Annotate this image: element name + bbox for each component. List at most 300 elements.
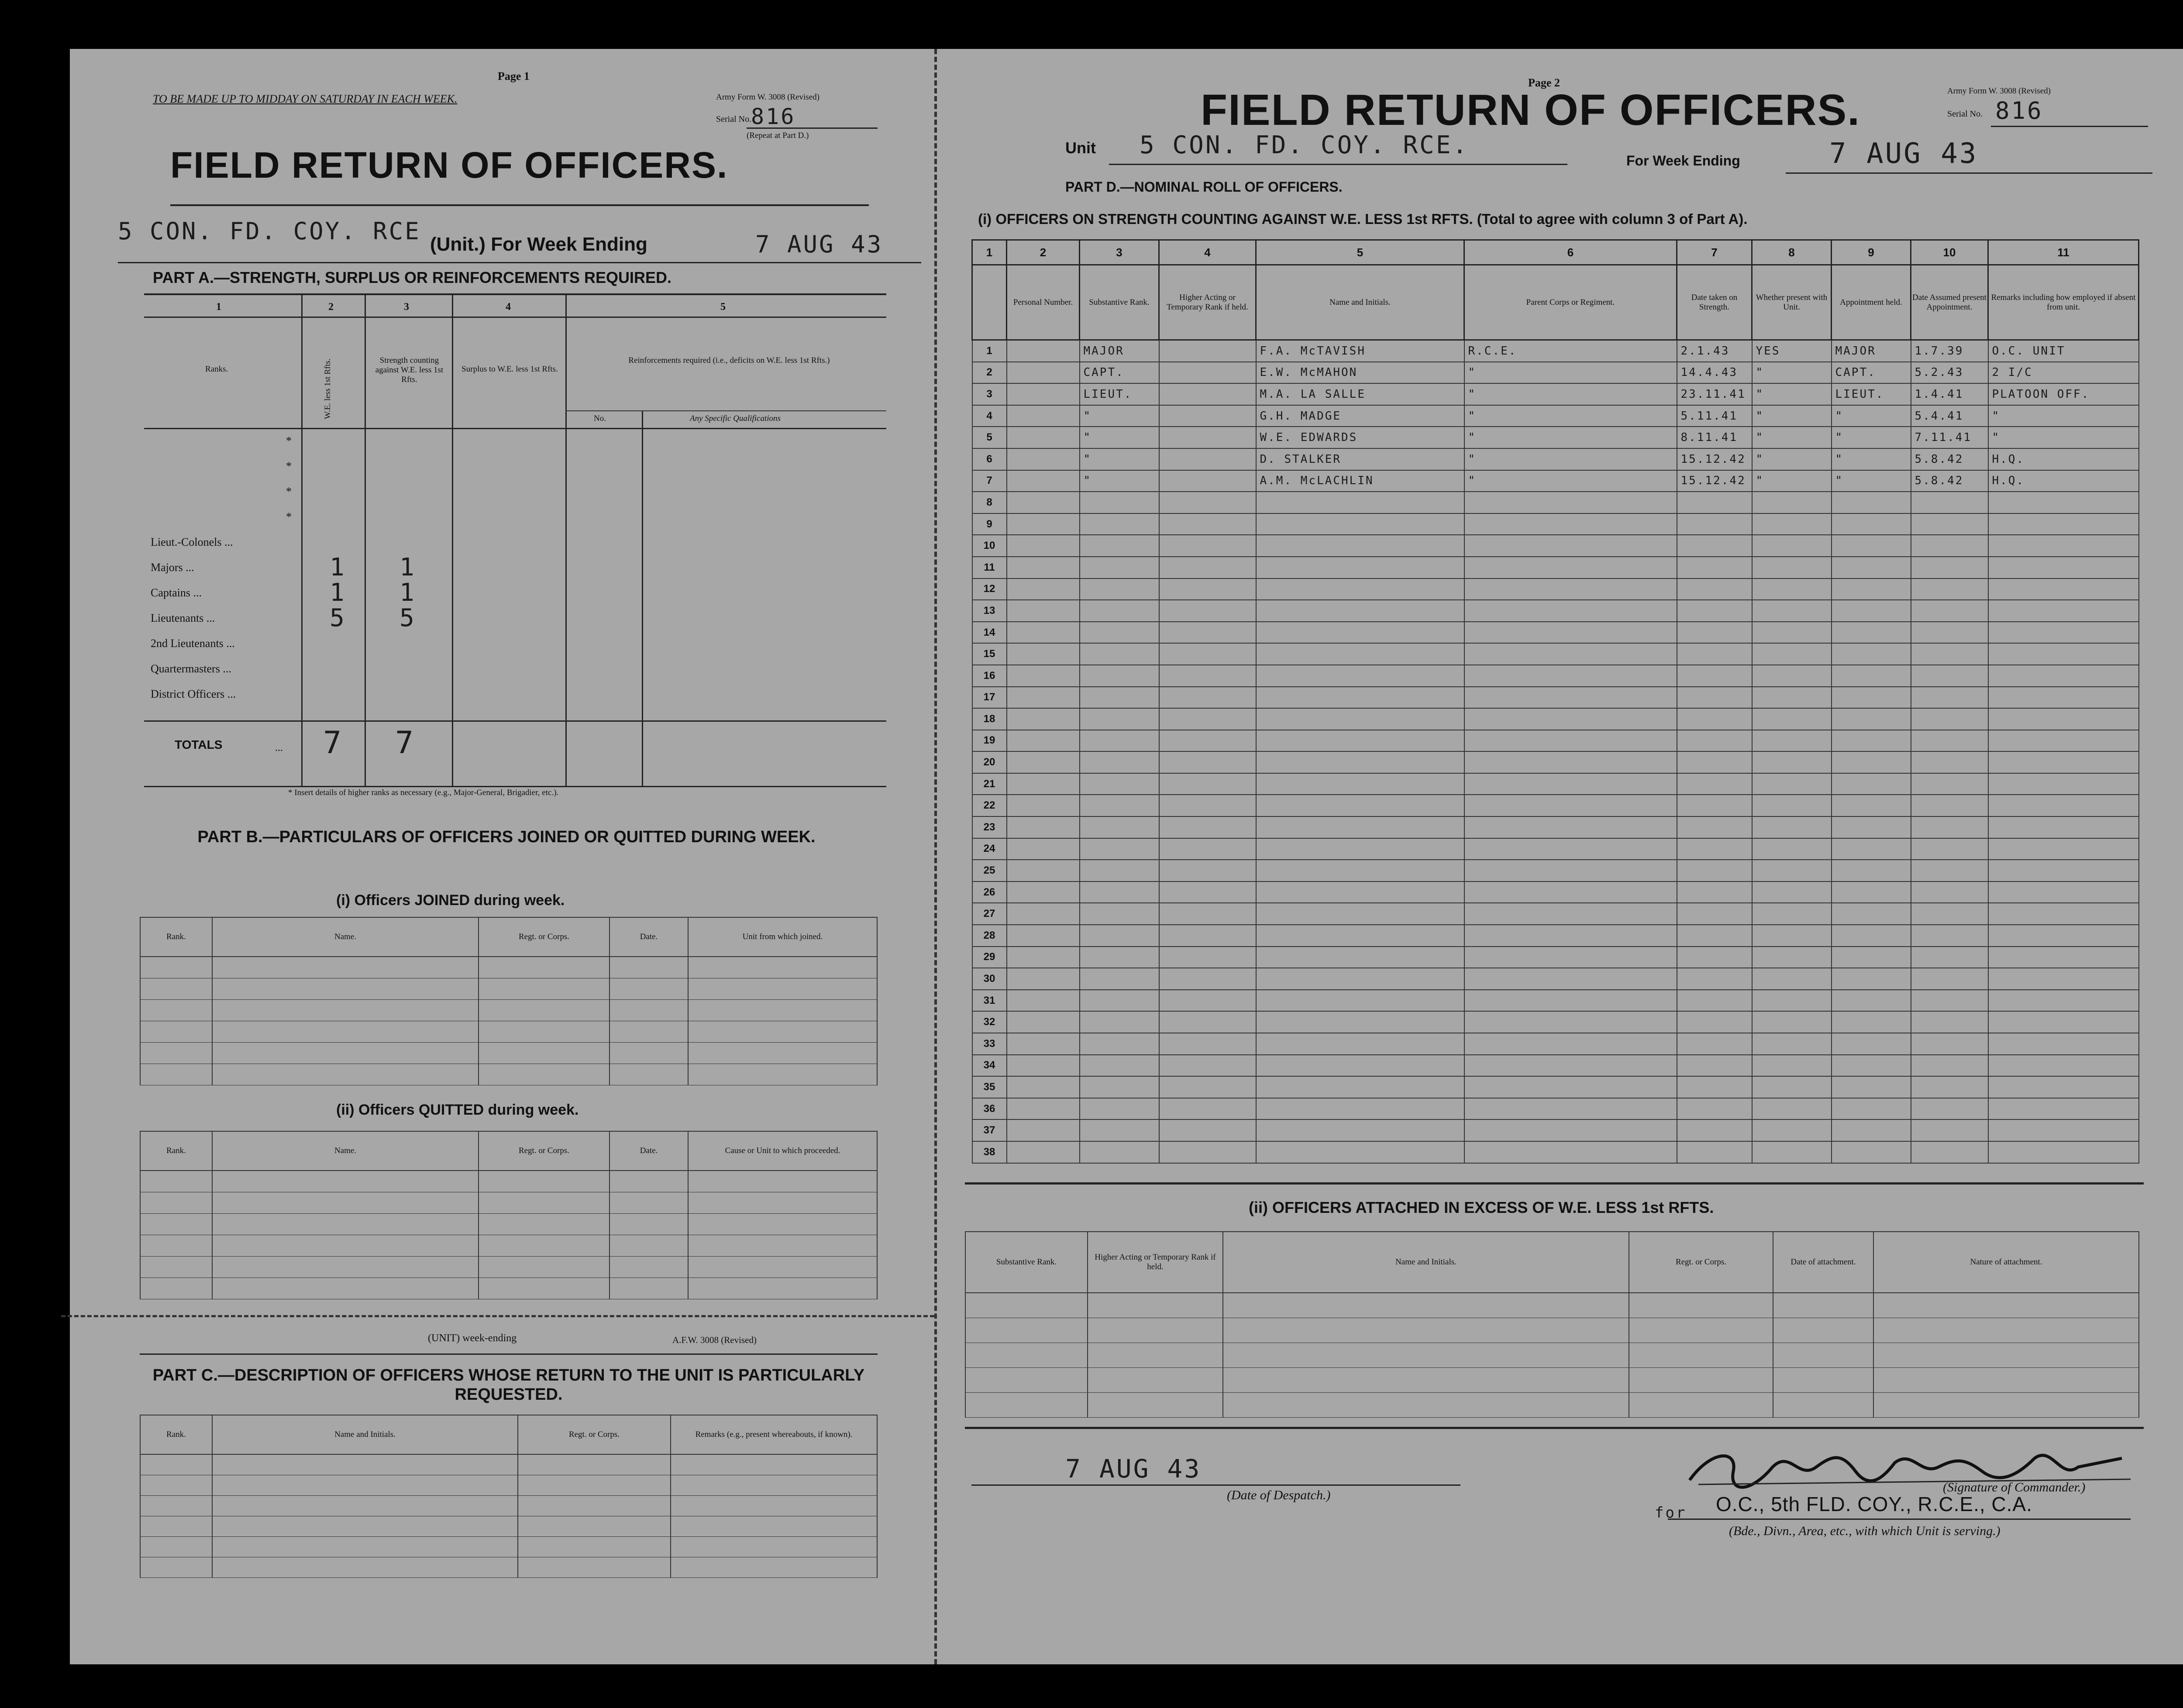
strength-header: Strength counting against W.E. less 1st Rfts. bbox=[375, 356, 444, 384]
table-cell bbox=[1988, 535, 2139, 557]
table-cell bbox=[1464, 795, 1677, 816]
part-c-title: PART C.—DESCRIPTION OF OFFICERS WHOSE RETURN TO THE UNIT IS PARTICULARLY REQUESTED. bbox=[152, 1366, 865, 1404]
table-cell bbox=[1007, 1055, 1080, 1077]
row-number: 14 bbox=[972, 622, 1007, 644]
table-cell bbox=[1988, 1033, 2139, 1055]
table-cell bbox=[1464, 990, 1677, 1012]
table-cell: O.C. UNIT bbox=[1988, 340, 2139, 362]
table-row bbox=[972, 1011, 2139, 1033]
table-cell: M.A. LA SALLE bbox=[1256, 383, 1464, 405]
table-cell bbox=[1007, 751, 1080, 773]
joined-header-regt: Regt. or Corps. bbox=[479, 917, 609, 957]
page2-serial-value: 816 bbox=[1995, 97, 2043, 124]
quitted-header-rank: Rank. bbox=[140, 1131, 212, 1171]
table-cell bbox=[1256, 600, 1464, 622]
table-cell bbox=[1752, 925, 1832, 947]
table-cell: 5.4.41 bbox=[1911, 405, 1988, 427]
table-cell bbox=[1256, 947, 1464, 968]
page2-week-label: For Week Ending bbox=[1626, 153, 1740, 169]
table-cell bbox=[1007, 947, 1080, 968]
table-cell bbox=[1911, 903, 1988, 925]
table-cell bbox=[1911, 643, 1988, 665]
qualifications-header: Any Specific Qualifications bbox=[690, 414, 781, 423]
table-cell bbox=[1159, 860, 1256, 882]
joined-header-name: Name. bbox=[212, 917, 479, 957]
row-number: 28 bbox=[972, 925, 1007, 947]
reinforcements-no-header: No. bbox=[594, 414, 606, 423]
colnum-header: 1 bbox=[972, 240, 1007, 265]
table-cell bbox=[1832, 1141, 1911, 1163]
table-cell bbox=[1159, 427, 1256, 448]
row-number: 11 bbox=[972, 557, 1007, 579]
table-cell bbox=[1159, 557, 1256, 579]
table-row bbox=[140, 1537, 877, 1557]
part-c-header-remarks: Remarks (e.g., present whereabouts, if known). bbox=[671, 1415, 877, 1454]
table-cell bbox=[1677, 1141, 1752, 1163]
table-cell bbox=[1988, 600, 2139, 622]
table-row bbox=[972, 643, 2139, 665]
table-cell: " bbox=[1752, 427, 1832, 448]
page2-serial-label: Serial No. bbox=[1947, 109, 1983, 119]
table-cell bbox=[1464, 1141, 1677, 1163]
table-cell: A.M. McLACHLIN bbox=[1256, 470, 1464, 492]
table-cell bbox=[1464, 622, 1677, 644]
table-cell bbox=[1677, 557, 1752, 579]
table-cell bbox=[1464, 708, 1677, 730]
table-cell bbox=[1080, 990, 1159, 1012]
table-row bbox=[972, 1055, 2139, 1077]
table-cell: " bbox=[1752, 448, 1832, 470]
row-number: 20 bbox=[972, 751, 1007, 773]
table-cell bbox=[1911, 557, 1988, 579]
table-cell bbox=[1159, 1098, 1256, 1120]
column-header: Whether present with Unit. bbox=[1752, 265, 1832, 340]
table-row bbox=[965, 1343, 2139, 1368]
table-cell bbox=[1159, 816, 1256, 838]
table-cell bbox=[1752, 643, 1832, 665]
page2-label: Page 2 bbox=[1528, 76, 1560, 89]
table-cell bbox=[1159, 579, 1256, 600]
colnum-5: 5 bbox=[720, 301, 726, 313]
table-cell bbox=[1256, 838, 1464, 860]
table-cell bbox=[1988, 903, 2139, 925]
table-cell: " bbox=[1752, 470, 1832, 492]
table-cell bbox=[1080, 795, 1159, 816]
table-cell: 8.11.41 bbox=[1677, 427, 1752, 448]
table-cell: R.C.E. bbox=[1464, 340, 1677, 362]
table-cell bbox=[1080, 860, 1159, 882]
row-number: 31 bbox=[972, 990, 1007, 1012]
table-cell bbox=[1080, 968, 1159, 990]
table-row bbox=[972, 470, 2139, 492]
table-cell bbox=[1159, 1076, 1256, 1098]
table-row bbox=[972, 405, 2139, 427]
table-cell bbox=[1988, 816, 2139, 838]
table-cell bbox=[1080, 925, 1159, 947]
table-cell bbox=[1752, 968, 1832, 990]
table-cell bbox=[1159, 362, 1256, 384]
row-number: 12 bbox=[972, 579, 1007, 600]
row-number: 2 bbox=[972, 362, 1007, 384]
table-row bbox=[972, 708, 2139, 730]
table-row bbox=[140, 957, 877, 978]
colnum-3: 3 bbox=[404, 301, 409, 313]
table-cell bbox=[1007, 925, 1080, 947]
table-cell bbox=[1159, 838, 1256, 860]
part-a-we-value: 1 bbox=[330, 553, 346, 582]
table-cell bbox=[1464, 751, 1677, 773]
table-cell bbox=[1677, 708, 1752, 730]
colnum-header: 6 bbox=[1464, 240, 1677, 265]
table-row bbox=[972, 383, 2139, 405]
table-cell bbox=[1007, 1033, 1080, 1055]
table-cell bbox=[1080, 579, 1159, 600]
attached-header-name: Name and Initials. bbox=[1223, 1232, 1629, 1293]
table-cell bbox=[1911, 535, 1988, 557]
table-cell bbox=[1464, 1011, 1677, 1033]
totals-strength: 7 bbox=[395, 725, 416, 761]
table-cell bbox=[1677, 622, 1752, 644]
table-cell bbox=[1159, 1011, 1256, 1033]
row-number: 22 bbox=[972, 795, 1007, 816]
table-cell bbox=[1988, 1098, 2139, 1120]
table-row bbox=[140, 1516, 877, 1537]
part-c-header-rank: Rank. bbox=[140, 1415, 212, 1454]
table-cell bbox=[1159, 643, 1256, 665]
table-cell bbox=[1256, 860, 1464, 882]
table-cell bbox=[1464, 903, 1677, 925]
table-cell bbox=[1464, 882, 1677, 903]
table-cell bbox=[1256, 1055, 1464, 1077]
row-number: 3 bbox=[972, 383, 1007, 405]
table-cell bbox=[1159, 513, 1256, 535]
table-cell bbox=[1677, 687, 1752, 709]
table-cell bbox=[1988, 773, 2139, 795]
table-cell bbox=[1080, 1119, 1159, 1141]
table-cell bbox=[1911, 990, 1988, 1012]
table-cell bbox=[1752, 795, 1832, 816]
table-cell bbox=[1752, 1033, 1832, 1055]
table-cell bbox=[1677, 947, 1752, 968]
table-cell bbox=[1832, 1076, 1911, 1098]
part-a-rank-label: Lieutenants ... bbox=[151, 612, 215, 624]
quitted-table bbox=[140, 1131, 878, 1299]
row-number: 29 bbox=[972, 947, 1007, 968]
table-row bbox=[972, 816, 2139, 838]
table-cell bbox=[1256, 1033, 1464, 1055]
table-cell: MAJOR bbox=[1832, 340, 1911, 362]
row-number: 34 bbox=[972, 1055, 1007, 1077]
tear-line bbox=[61, 1315, 934, 1317]
table-cell: H.Q. bbox=[1988, 448, 2139, 470]
table-cell bbox=[1677, 643, 1752, 665]
table-row bbox=[972, 773, 2139, 795]
table-cell: " bbox=[1988, 427, 2139, 448]
table-cell bbox=[1007, 1076, 1080, 1098]
column-header: Personal Number. bbox=[1007, 265, 1080, 340]
row-number: 35 bbox=[972, 1076, 1007, 1098]
table-cell bbox=[1677, 838, 1752, 860]
row-number: 13 bbox=[972, 600, 1007, 622]
table-cell bbox=[1911, 579, 1988, 600]
table-cell: MAJOR bbox=[1080, 340, 1159, 362]
table-cell bbox=[1007, 665, 1080, 687]
table-cell bbox=[1007, 708, 1080, 730]
army-form-label: Army Form W. 3008 (Revised) bbox=[716, 93, 819, 102]
table-cell bbox=[1832, 795, 1911, 816]
totals-we: 7 bbox=[323, 725, 344, 761]
row-number: 36 bbox=[972, 1098, 1007, 1120]
table-row bbox=[972, 579, 2139, 600]
quitted-header-regt: Regt. or Corps. bbox=[479, 1131, 609, 1171]
table-cell bbox=[1080, 1141, 1159, 1163]
table-cell bbox=[1007, 383, 1080, 405]
table-cell bbox=[1007, 557, 1080, 579]
table-cell bbox=[1752, 1098, 1832, 1120]
table-cell bbox=[1988, 838, 2139, 860]
row-number: 10 bbox=[972, 535, 1007, 557]
table-cell bbox=[1256, 751, 1464, 773]
table-cell bbox=[1159, 535, 1256, 557]
table-row bbox=[972, 513, 2139, 535]
table-cell bbox=[1988, 1141, 2139, 1163]
table-cell bbox=[1159, 383, 1256, 405]
table-cell bbox=[1988, 557, 2139, 579]
table-row bbox=[140, 1000, 877, 1021]
row-number: 21 bbox=[972, 773, 1007, 795]
table-cell bbox=[1007, 990, 1080, 1012]
table-row bbox=[972, 622, 2139, 644]
joined-header-unit: Unit from which joined. bbox=[688, 917, 877, 957]
table-cell bbox=[1007, 513, 1080, 535]
table-cell: " bbox=[1080, 448, 1159, 470]
table-cell bbox=[1832, 816, 1911, 838]
table-cell bbox=[1832, 968, 1911, 990]
tear-unit-label: (UNIT) week-ending bbox=[428, 1333, 517, 1344]
table-cell bbox=[1988, 513, 2139, 535]
table-cell bbox=[1007, 470, 1080, 492]
colnum-header: 3 bbox=[1080, 240, 1159, 265]
table-row bbox=[972, 1119, 2139, 1141]
table-cell bbox=[1677, 1055, 1752, 1077]
table-cell: 7.11.41 bbox=[1911, 427, 1988, 448]
row-number: 5 bbox=[972, 427, 1007, 448]
table-row bbox=[965, 1368, 2139, 1393]
table-cell: " bbox=[1464, 427, 1677, 448]
table-cell bbox=[1832, 600, 1911, 622]
despatch-label: (Date of Despatch.) bbox=[1227, 1488, 1331, 1502]
table-cell bbox=[1752, 730, 1832, 752]
unit-value: 5 CON. FD. COY. RCE bbox=[118, 217, 421, 245]
table-row bbox=[972, 665, 2139, 687]
table-cell bbox=[1911, 795, 1988, 816]
table-cell bbox=[1464, 665, 1677, 687]
table-cell bbox=[1159, 405, 1256, 427]
table-cell bbox=[1159, 773, 1256, 795]
table-cell bbox=[1911, 773, 1988, 795]
table-cell bbox=[1832, 665, 1911, 687]
table-cell bbox=[1159, 990, 1256, 1012]
part-a-rank-label: District Officers ... bbox=[151, 688, 236, 700]
repeat-note: (Repeat at Part D.) bbox=[747, 131, 809, 140]
table-cell bbox=[1007, 730, 1080, 752]
table-row bbox=[140, 1475, 877, 1496]
colnum-header: 8 bbox=[1752, 240, 1832, 265]
serial-value: 816 bbox=[751, 104, 796, 129]
table-cell bbox=[1677, 751, 1752, 773]
attached-header-nature: Nature of attachment. bbox=[1873, 1232, 2139, 1293]
table-row bbox=[972, 1033, 2139, 1055]
table-cell bbox=[1752, 665, 1832, 687]
table-cell bbox=[1832, 1055, 1911, 1077]
table-cell: " bbox=[1832, 427, 1911, 448]
row-number: 27 bbox=[972, 903, 1007, 925]
table-row bbox=[140, 1043, 877, 1064]
table-cell bbox=[1080, 643, 1159, 665]
column-header bbox=[972, 265, 1007, 340]
table-cell bbox=[1988, 882, 2139, 903]
table-cell bbox=[1007, 795, 1080, 816]
table-cell bbox=[1677, 816, 1752, 838]
table-row bbox=[140, 1064, 877, 1085]
table-cell bbox=[1080, 751, 1159, 773]
table-cell: " bbox=[1464, 362, 1677, 384]
table-row bbox=[972, 751, 2139, 773]
table-cell bbox=[1752, 838, 1832, 860]
column-header: Remarks including how employed if absent from unit. bbox=[1988, 265, 2139, 340]
table-cell bbox=[1911, 751, 1988, 773]
oc-value: O.C., 5th FLD. COY., R.C.E., C.A. bbox=[1716, 1493, 2032, 1515]
table-cell: F.A. McTAVISH bbox=[1256, 340, 1464, 362]
table-cell bbox=[1256, 925, 1464, 947]
table-cell bbox=[1007, 535, 1080, 557]
table-cell bbox=[1007, 362, 1080, 384]
table-row bbox=[140, 1192, 877, 1214]
column-header: Date Assumed present Appointment. bbox=[1911, 265, 1988, 340]
table-cell bbox=[1677, 665, 1752, 687]
row-number: 32 bbox=[972, 1011, 1007, 1033]
table-cell bbox=[1007, 448, 1080, 470]
table-cell bbox=[1159, 708, 1256, 730]
table-row bbox=[972, 492, 2139, 513]
table-cell bbox=[1464, 1098, 1677, 1120]
table-cell: E.W. McMAHON bbox=[1256, 362, 1464, 384]
table-cell bbox=[1988, 579, 2139, 600]
tear-form-label: A.F.W. 3008 (Revised) bbox=[672, 1335, 757, 1345]
part-a-footnote: * Insert details of higher ranks as necessary (e.g., Major-General, Brigadier, etc.). bbox=[288, 788, 559, 797]
table-cell bbox=[1159, 730, 1256, 752]
table-cell bbox=[1464, 643, 1677, 665]
table-cell bbox=[1988, 795, 2139, 816]
table-cell bbox=[1832, 1011, 1911, 1033]
unit-week-label: (Unit.) For Week Ending bbox=[430, 234, 647, 255]
part-a-rank-label: * bbox=[286, 460, 292, 472]
row-number: 23 bbox=[972, 816, 1007, 838]
table-cell bbox=[1007, 1141, 1080, 1163]
table-cell bbox=[1007, 816, 1080, 838]
table-cell bbox=[1256, 1011, 1464, 1033]
table-cell bbox=[1677, 925, 1752, 947]
table-cell: H.Q. bbox=[1988, 470, 2139, 492]
table-cell bbox=[1256, 1141, 1464, 1163]
table-cell: 14.4.43 bbox=[1677, 362, 1752, 384]
table-cell: 5.11.41 bbox=[1677, 405, 1752, 427]
table-row bbox=[972, 882, 2139, 903]
table-cell bbox=[1080, 600, 1159, 622]
part-d-title: PART D.—NOMINAL ROLL OF OFFICERS. bbox=[1065, 179, 1343, 195]
row-number: 6 bbox=[972, 448, 1007, 470]
table-cell: LIEUT. bbox=[1080, 383, 1159, 405]
table-cell bbox=[1464, 773, 1677, 795]
table-cell bbox=[1752, 1119, 1832, 1141]
table-cell: " bbox=[1832, 470, 1911, 492]
row-number: 1 bbox=[972, 340, 1007, 362]
row-number: 37 bbox=[972, 1119, 1007, 1141]
attached-header-higher: Higher Acting or Temporary Rank if held. bbox=[1088, 1232, 1223, 1293]
table-cell bbox=[1832, 1098, 1911, 1120]
page1-title: FIELD RETURN OF OFFICERS. bbox=[170, 145, 728, 186]
table-cell bbox=[1007, 600, 1080, 622]
part-a-rank-label: Quartermasters ... bbox=[151, 662, 231, 675]
table-cell bbox=[1911, 947, 1988, 968]
table-cell bbox=[1832, 1119, 1911, 1141]
table-cell bbox=[1159, 492, 1256, 513]
part-a-strength-value: 5 bbox=[399, 604, 416, 632]
table-cell bbox=[1988, 687, 2139, 709]
table-cell bbox=[1007, 687, 1080, 709]
table-cell bbox=[1988, 925, 2139, 947]
table-cell bbox=[1256, 1076, 1464, 1098]
table-cell bbox=[1911, 730, 1988, 752]
table-cell bbox=[1752, 773, 1832, 795]
table-cell bbox=[1911, 687, 1988, 709]
table-cell bbox=[1911, 1011, 1988, 1033]
week-ending-value: 7 AUG 43 bbox=[755, 231, 883, 258]
table-cell: 15.12.42 bbox=[1677, 470, 1752, 492]
table-cell bbox=[1911, 665, 1988, 687]
part-b-title: PART B.—PARTICULARS OF OFFICERS JOINED OR QUITTED DURING WEEK. bbox=[197, 828, 816, 846]
table-cell bbox=[1752, 708, 1832, 730]
table-cell: " bbox=[1752, 383, 1832, 405]
table-row bbox=[972, 925, 2139, 947]
attached-table bbox=[965, 1231, 2139, 1418]
row-number: 17 bbox=[972, 687, 1007, 709]
table-cell bbox=[1464, 1033, 1677, 1055]
row-number: 24 bbox=[972, 838, 1007, 860]
table-cell: CAPT. bbox=[1080, 362, 1159, 384]
table-cell: " bbox=[1080, 405, 1159, 427]
table-cell bbox=[1080, 1033, 1159, 1055]
table-cell: 1.7.39 bbox=[1911, 340, 1988, 362]
table-cell bbox=[1159, 795, 1256, 816]
table-cell bbox=[1988, 990, 2139, 1012]
table-row bbox=[972, 860, 2139, 882]
column-header: Name and Initials. bbox=[1256, 265, 1464, 340]
table-cell bbox=[1080, 492, 1159, 513]
table-row bbox=[140, 1557, 877, 1578]
table-cell bbox=[1464, 579, 1677, 600]
table-cell bbox=[1988, 968, 2139, 990]
table-cell bbox=[1911, 1033, 1988, 1055]
table-cell bbox=[1988, 492, 2139, 513]
table-cell bbox=[1080, 665, 1159, 687]
table-cell bbox=[1256, 687, 1464, 709]
table-cell bbox=[1911, 622, 1988, 644]
table-row bbox=[972, 968, 2139, 990]
column-header: Substantive Rank. bbox=[1080, 265, 1159, 340]
table-cell: W.E. EDWARDS bbox=[1256, 427, 1464, 448]
table-cell bbox=[1752, 860, 1832, 882]
